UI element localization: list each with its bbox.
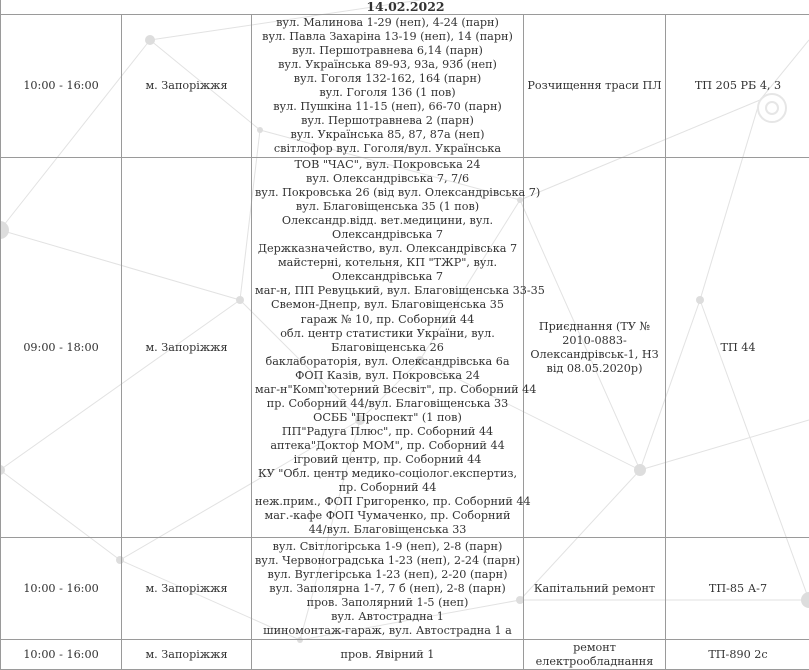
address-line: вул. Заполярна 1-7, 7 б (неп), 2-8 (парн)	[255, 582, 520, 596]
reason-text: Розчищення траси ПЛ	[527, 79, 662, 93]
outage-time: 10:00 - 16:00	[1, 15, 122, 158]
reason-text: ремонт електрообладнання	[527, 641, 662, 669]
address-line: аптека"Доктор МОМ", пр. Соборний 44	[255, 439, 520, 453]
outage-row	[1, 158, 809, 538]
outage-substation: ТП-890 2с	[666, 640, 809, 670]
address-line: вул. Червоноградська 1-23 (неп), 2-24 (парн)	[255, 554, 520, 568]
outage-reason	[524, 640, 666, 670]
reason-text: Приєднання (ТУ № 2010-0883-Олександрівськ-1, НЗ від 08.05.2020р)	[527, 320, 662, 376]
address-line: шиномонтаж-гараж, вул. Автострадна 1 а	[255, 624, 520, 638]
address-line: пр. Соборний 44/вул. Благовіщенська 33	[255, 397, 520, 411]
outage-time: 09:00 - 18:00	[1, 158, 122, 538]
outage-time: 10:00 - 16:00	[1, 538, 122, 640]
address-line: маг-н"Комп'ютерний Всесвіт", пр. Соборний 44	[255, 383, 520, 397]
address-line: вул. Павла Захаріна 13-19 (неп), 14 (парн)	[255, 30, 520, 44]
address-line: Держказначейство, вул. Олександрівська 7	[255, 242, 520, 256]
outage-addresses	[252, 15, 524, 158]
outage-addresses	[252, 538, 524, 640]
address-line: обл. центр статистики України, вул. Благовіщенська 26	[255, 327, 520, 355]
address-line: вул. Олександрівська 7, 7/6	[255, 172, 520, 186]
outage-schedule-body	[1, 0, 809, 670]
address-line: вул. Гоголя 136 (1 пов)	[255, 86, 520, 100]
address-line: Олександр.відд. вет.медицини, вул. Олександрівська 7	[255, 214, 520, 242]
address-line: вул. Благовіщенська 35 (1 пов)	[255, 200, 520, 214]
address-line: вул. Українська 85, 87, 87а (неп)	[255, 128, 520, 142]
address-line: Свемон-Днепр, вул. Благовіщенська 35	[255, 298, 520, 312]
outage-reason	[524, 538, 666, 640]
outage-addresses	[252, 158, 524, 538]
address-line: ОСББ "Проспект" (1 пов)	[255, 411, 520, 425]
address-line: світлофор вул. Гоголя/вул. Українська	[255, 142, 520, 156]
address-line: КУ "Обл. центр медико-соціолог.експертиз, пр. Соборний 44	[255, 467, 520, 495]
outage-city: м. Запоріжжя	[122, 15, 252, 158]
address-line: вул. Першотравнева 2 (парн)	[255, 114, 520, 128]
address-line: ПП"Радуга Плюс", пр. Соборний 44	[255, 425, 520, 439]
address-line: вул. Малинова 1-29 (неп), 4-24 (парн)	[255, 16, 520, 30]
address-line: вул. Пушкіна 11-15 (неп), 66-70 (парн)	[255, 100, 520, 114]
outage-substation: ТП 205 РБ 4, 3	[666, 15, 809, 158]
address-line: баклабораторія, вул. Олександрівська 6а	[255, 355, 520, 369]
address-line: ФОП Казів, вул. Покровська 24	[255, 369, 520, 383]
outage-row	[1, 538, 809, 640]
outage-city: м. Запоріжжя	[122, 158, 252, 538]
outage-addresses	[252, 640, 524, 670]
address-line: вул. Першотравнева 6,14 (парн)	[255, 44, 520, 58]
date-header-row	[1, 0, 809, 15]
address-line: вул. Вуглегірська 1-23 (неп), 2-20 (парн)	[255, 568, 520, 582]
address-line: неж.прим., ФОП Григоренко, пр. Соборний 44	[255, 495, 520, 509]
address-line: вул. Покровська 26 (від вул. Олександрівська 7)	[255, 186, 520, 200]
outage-substation: ТП-85 А-7	[666, 538, 809, 640]
date-header: 14.02.2022	[1, 0, 809, 15]
address-line: вул. Українська 89-93, 93а, 93б (неп)	[255, 58, 520, 72]
address-line: майстерні, котельня, КП "ТЖР", вул. Олександрівська 7	[255, 256, 520, 284]
address-line: пров. Заполярний 1-5 (неп)	[255, 596, 520, 610]
reason-text: Капітальний ремонт	[527, 582, 662, 596]
address-line: гараж № 10, пр. Соборний 44	[255, 313, 520, 327]
outage-reason	[524, 158, 666, 538]
outage-substation: ТП 44	[666, 158, 809, 538]
outage-row	[1, 15, 809, 158]
address-line: ігровий центр, пр. Соборний 44	[255, 453, 520, 467]
outage-city: м. Запоріжжя	[122, 538, 252, 640]
address-line: маг.-кафе ФОП Чумаченко, пр. Соборний 44/вул. Благовіщенська 33	[255, 509, 520, 537]
address-line: ТОВ "ЧАС", вул. Покровська 24	[255, 158, 520, 172]
outage-row	[1, 640, 809, 670]
address-line: вул. Світлогірська 1-9 (неп), 2-8 (парн)	[255, 540, 520, 554]
outage-city: м. Запоріжжя	[122, 640, 252, 670]
outage-reason	[524, 15, 666, 158]
address-line: пров. Явірний 1	[255, 648, 520, 662]
outage-time: 10:00 - 16:00	[1, 640, 122, 670]
address-line: вул. Автострадна 1	[255, 610, 520, 624]
address-line: маг-н, ПП Ревуцький, вул. Благовіщенська 33-35	[255, 284, 520, 298]
address-line: вул. Гоголя 132-162, 164 (парн)	[255, 72, 520, 86]
